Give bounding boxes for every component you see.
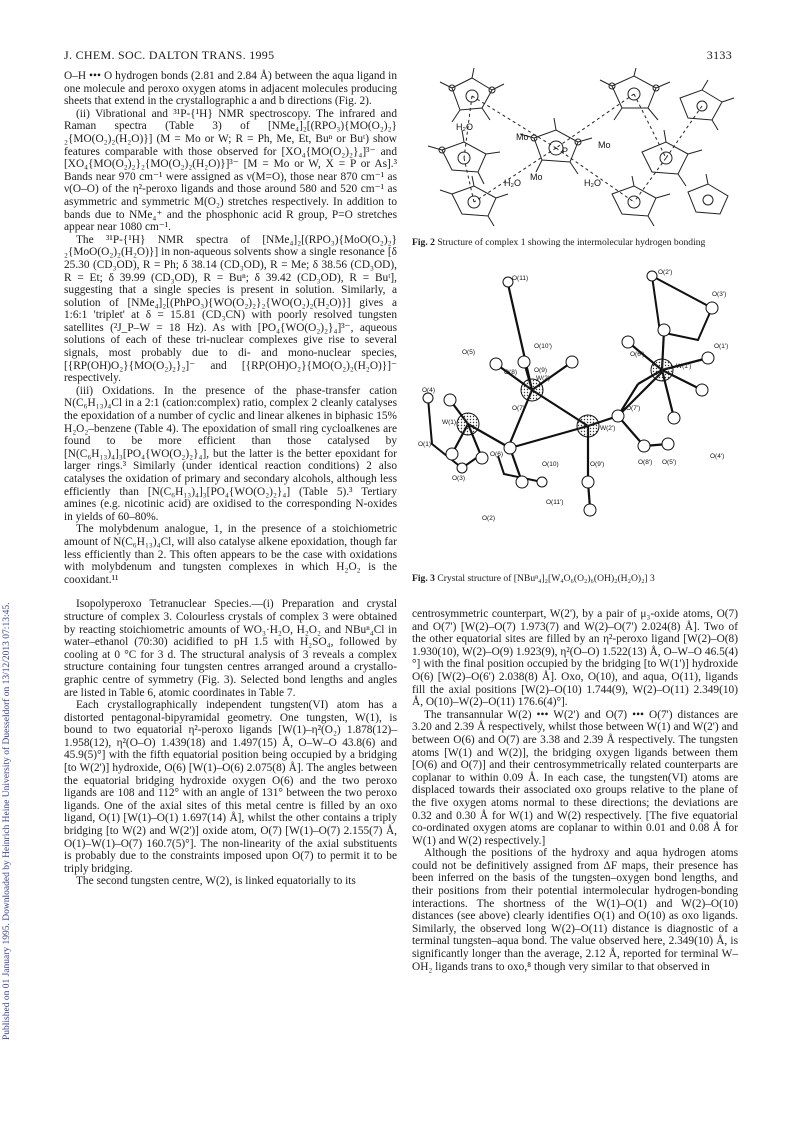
atom-label: O(1) [418,441,431,448]
atom-spheres [423,271,718,516]
figure-2-label: Mo [598,140,611,150]
figure-2-label: P [562,146,569,156]
atom-label: O(5') [662,459,677,466]
figure-3 [412,268,738,585]
atom-label: O(1') [714,343,729,350]
atom-label: O(2') [658,269,673,276]
atom-label: O(6) [490,451,503,458]
atom-label: O(8') [638,459,653,466]
molecule-cluster [688,174,728,214]
left-column [64,70,397,888]
figure-2 [412,68,738,249]
figure-2-label: H₂O [456,122,473,132]
paragraph: Each crystallographically independent tungsten(VI) atom has a distorted pentagonal-bipyramidal geometry. One tungsten, W(1), is bound to two equatorial η²-peroxo ligands [W(1)–η²(O₂) 1.878(12)–1.958(12), η²(O–O) 1.439(18) and 1.497(15) Å, O–W–O 43.8(6) and 45.9(5)°] with the fifth equatorial position being occupied by a bridging [to W(2')] hydroxide, O(6) [W(1)–O(6) 2.075(8) Å]. The angles between the equatorial bridging hydroxide oxygen O(6) and the two peroxo ligands are 108 and 112° with an angle of 131° between the two peroxo ligands. One of the axial sites of this metal centre is filled by an oxo ligand, O(1) [W(1)–O(1) 1.697(14) Å], whilst the other contains a triply bridging [to W(2) and W(2')] oxide atom, O(7) [W(1)–O(7) 2.155(7) Å, O(1)–W(1)–O(7) 160.7(5)°]. The non-linearity of the axial substituents is probably due to the constraints imposed upon O(7) to permit it to be triply bridging. [64,699,397,875]
margin-note [2,160,14,1060]
figure-2-label: Mo [516,132,529,142]
atom-label: O(5) [462,349,475,356]
figure-2-label: Mo [530,172,543,182]
paragraph: (iii) Oxidations. In the presence of the phase-transfer cation N(C₆H₁₃)₄Cl in a 2:1 (cation:complex) ratio, complex 2 cleanly catalyses the epoxidation of a number of cyclic and linear alkenes in biphasic 15% H₂O₂–benzene (Table 4). The epoxidation of small ring cycloalkenes are found to be more efficient than those catalysed by [N(C₆H₁₃)₄]₃[PO₄{WO(O₂)₂}₄], but the latter is the better epoxidant for larger rings.³ Similarly (under identical reaction conditions) 2 also catalyses the oxidation of primary and secondary alcohols, although less efficiently than [N(C₆H₁₃)₄]₃[PO₄{WO(O₂)₂}₄] (Table 5).³ Tertiary amines (e.g. nicotinic acid) are oxidised to the corresponding N-oxides in yields of 60–80%. [64,384,397,523]
atom-label: O(7') [626,405,641,412]
atom-label: O(4) [422,387,435,394]
atom-label: O(11') [546,499,564,506]
molecule-cluster [440,68,504,122]
right-column [412,608,738,973]
figure-2-label: H₂O [504,178,521,188]
atom-label: W(2') [600,425,616,432]
figure-3-caption-text: Crystal structure of [NBuⁿ₄]₂[W₄O₆(O₂)₆(OH)₂(H₂O)₂] 3 [437,573,655,584]
figure-2-caption-label: Fig. 2 [412,237,435,248]
molecule-cluster [642,130,702,186]
molecule-cluster [600,68,670,120]
figure-2-caption-text: Structure of complex 1 showing the intermolecular hydrogen bonding [437,237,706,248]
atom-label: O(11) [512,275,529,282]
paragraph: centrosymmetric counterpart, W(2'), by a pair of μ₃-oxide atoms, O(7) and O(7') [W(2)–O(7) 1.973(7) and W(2)–O(7') 2.024(8) Å]. Two of the other equatorial sites are filled by an η²-peroxo ligand [W(2)–O(8) 1.930(10), W(2)–O(9) 1.923(9), η²(O–O) 1.522(13) Å, O–W–O 46.5(4)°] with the final position occupied by the bridging [to W(1')] hydroxide O(6) [W(2)–O(6') 2.038(8) Å]. Oxo, O(10), and aqua, O(11), ligands fill the axial positions [W(2)–O(10) 1.744(9), W(2)–O(11) 2.349(10) Å, O(10)–W(2)–O(11) 176.6(4)°]. [412,608,738,709]
paragraph: The second tungsten centre, W(2), is linked equatorially to its [76,875,356,888]
section-paragraph: Isopolyperoxo Tetranuclear Species.—(i) Preparation and crystal structure of complex 3. Colourless crystals of complex 3 were obtained by reacting stoichiometric amounts of WO₃·H₂O, H₂O₂ and NBuⁿ₄Cl in water–ethanol (70:30) acidified to pH 1.5 with H₂SO₄, followed by cooling at 0 °C for 3 d. The structural analysis of 3 reveals a complex structure containing four tungsten centres arranged around a crystallo-graphic centre of symmetry (Fig. 3). Selected bond lengths and angles are listed in Table 6, atomic coordinates in Table 7. [64,598,397,699]
atom-label: W(1) [442,419,457,426]
paragraph: Although the positions of the hydroxy and aqua hydrogen atoms could not be definitively assigned from ΔF maps, their presence has been inferred on the basis of the tungsten–oxygen bond lengths, and their positions from their potential intermolecular hydrogen-bonding interactions. The shortness of the W(1)–O(1) and W(2)–O(10) distances (see above) clearly identifies O(1) and O(10) as oxo ligands. Similarly, the observed long W(2)–O(11) distance is diagnostic of a terminal tungsten–aqua bond. The value observed here, 2.349(10) Å, is significantly longer than the average, 2.12 Å, reported for terminal W–OH₂ ligands trans to oxo,⁸ though very similar to that observed in [412,847,738,973]
journal-header: J. CHEM. SOC. DALTON TRANS. 1995 [64,48,275,62]
figure-3-structure-drawing [412,268,738,564]
atom-label: O(10') [534,343,552,350]
paragraph: O–H ••• O hydrogen bonds (2.81 and 2.84 Å) between the aqua ligand in one molecule and peroxo oxygen atoms in adjacent molecules producing sheets that extend in the crystallographic a and b directions (Fig. 2). [64,70,397,108]
figure-3-caption-label: Fig. 3 [412,573,435,584]
margin-note-text: Published on 01 January 1995. Downloaded by Heinrich Heine University of Duesseldorf on 13/12/2013 07:13:45. [2,602,12,1040]
figure-2-caption [412,237,738,249]
atom-label: W(1') [676,363,692,370]
atom-label: O(3') [712,291,727,298]
page-number: 3133 [706,48,732,62]
atom-label: O(10) [542,461,559,468]
atom-label: O(3) [452,475,465,482]
paragraph: The molybdenum analogue, 1, in the presence of a stoichiometric amount of N(C₆H₁₃)₄Cl, will also catalyse alkene epoxidation, though far less efficiently than 2. This often appears to be the case with oxidations with molybdenum and tungsten complexes in which H₂O₂ is the cooxidant.¹¹ [64,523,397,586]
atom-label: O(8) [504,369,517,376]
atom-label: W(2) [536,375,551,382]
bond-lines [428,276,712,508]
figure-2-label: H₂O [584,178,601,188]
atom-label: O(6') [630,351,645,358]
atom-label: O(4') [710,453,725,460]
atom-label: O(7) [512,405,525,412]
molecule-cluster [680,80,734,130]
paragraph: The transannular W(2) ••• W(2') and O(7) ••• O(7') distances are 3.20 and 2.39 Å respectively, whilst those between W(1) and W(2') and between O(6) and O(7) are 3.38 and 2.39 Å respectively. The tungsten atoms [W(1) and W(2)], the bridging oxygen ligands between them [O(6) and O(7)] and their centrosymmetrically related counterparts are coplanar to within 0.09 Å. In each case, the tungsten(VI) atoms are displaced towards their associated oxo groups relative to the plane of the five oxygen atoms normal to these directions; the deviations are 0.32 and 0.30 Å for W(1) and W(2) respectively. [The five equatorial co-ordinated oxygen atoms are coplanar to within 0.01 and 0.08 Å for W(1) and W(2) respectively.] [412,708,738,847]
molecule-cluster [612,176,670,226]
paragraph: (ii) Vibrational and ³¹P-{¹H} NMR spectroscopy. The infrared and Raman spectra (Table 3) of [NMe₄]₂[(RPO₃){MO(O₂)₂}₂{MO(O₂)₂(H₂O)}] (M = Mo or W; R = Ph, Me, Et, Buⁿ or Buᵗ) show features comparable with those observed for [XO₄{MO(O₂)₂}₄]³⁻ and [XO₄{MO(O₂)₂}₂{MO(O₂)₂(H₂O)}]³⁻ [M = Mo or W, X = P or As].³ Bands near 970 cm⁻¹ were assigned as ν(M=O), those near 870 cm⁻¹ as ν(O–O) of the η²-peroxo ligands and those around 580 and 520 cm⁻¹ as asymmetric and symmetric M(O₂) stretches respectively. In addition to bands due to NMe₄⁺ and the phosphonic acid R group, P=O stretches appear near 1080 cm⁻¹. [64,107,397,234]
atom-label: O(2) [482,515,495,522]
figure-3-caption [412,573,738,585]
paragraph: The ³¹P-{¹H} NMR spectra of [NMe₄]₂[(RPO₃){MoO(O₂)₂}₂{MoO(O₂)₂(H₂O)}] in non-aqueous solvents show a single resonance [δ 25.30 (CD₃OD), R = Ph; δ 38.14 (CD₃OD), R = Me; δ 38.56 (CD₃OD), R = Et; δ 39.99 (CD₃OD), R = Buⁿ; δ 39.42 (CD₃OD), R = Buᵗ], suggesting that a single species is present in solution. Similarly, a solution of [NMe₄]₂[(PhPO₃){WO(O₂)₂}₂{WO(O₂)₂(H₂O)}] gives a 1:6:1 'triplet' at δ = 15.81 (CD₃CN) with poorly resolved tungsten satellites (²J_P–W = 18 Hz). As with [PO₄{WO(O₂)₂}₄]³⁻, aqueous solutions of each of these tri-nuclear complexes give rise to several signals, most probably due to di- and mono-nuclear species, [{RP(OH)O₂}{MO(O₂)₂}₂]⁻ and [{RP(OH)O₂}{MO(O₂)₂(H₂O)}]⁻ respectively. [64,233,397,385]
atom-label: O(9') [590,461,605,468]
atom-label: O(9) [534,367,547,374]
figure-2-structure-drawing [412,68,738,228]
hydrogen-bond-lines [464,94,702,202]
